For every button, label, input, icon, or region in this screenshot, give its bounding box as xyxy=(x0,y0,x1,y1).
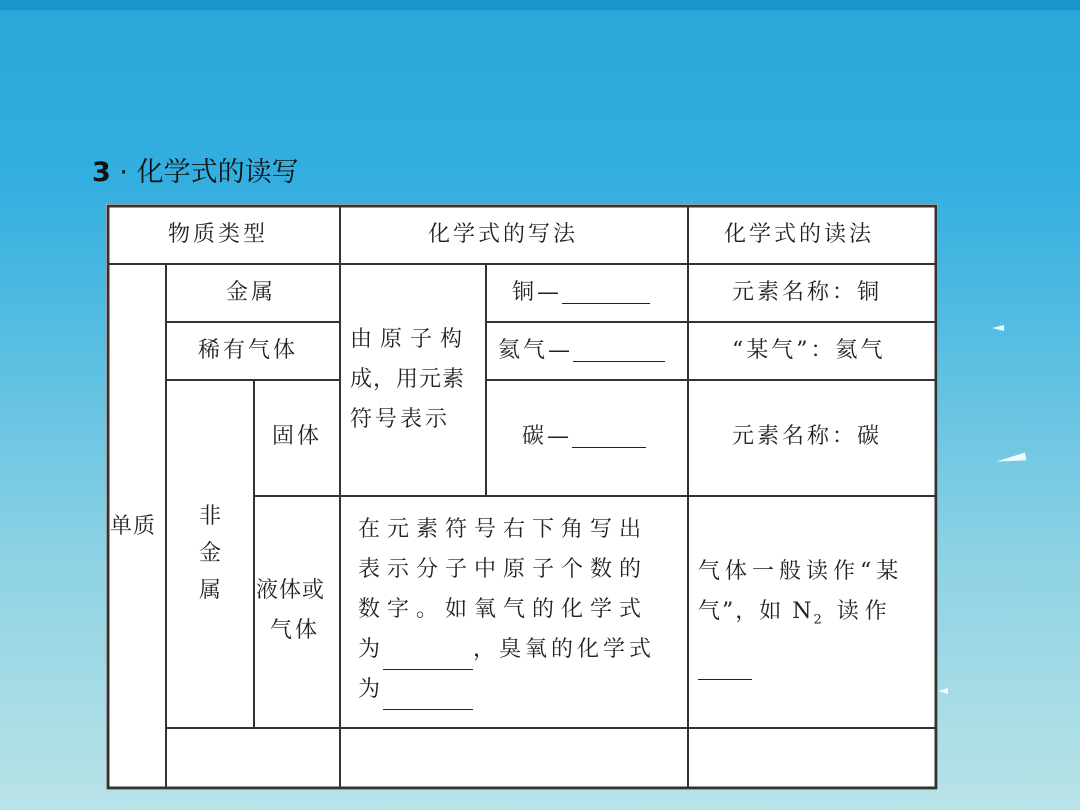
example-helium-label: 氦气— xyxy=(498,338,574,363)
section-separator: · xyxy=(119,157,128,188)
atom-rule-line-2: 成，用元素 xyxy=(350,367,466,392)
carbon-answer-blank[interactable] xyxy=(572,427,646,448)
decor-arrow-1 xyxy=(992,325,1004,331)
gas-reading-suffix: 读作 xyxy=(823,599,893,624)
type-liquid-gas-1: 液体或 xyxy=(256,578,326,603)
header-substance-type: 物质类型 xyxy=(168,222,269,247)
example-helium xyxy=(498,340,665,362)
decor-arrow-3 xyxy=(938,688,948,694)
gas-reading-line-1: 气体一般读作“某 xyxy=(698,559,904,584)
oxygen-prefix: 为 xyxy=(358,637,384,662)
reading-copper: 元素名称：铜 xyxy=(732,280,883,305)
helium-answer-blank[interactable] xyxy=(573,341,665,362)
ozone-formula-blank[interactable] xyxy=(383,689,473,710)
type-nonmetal-text: 非金属 xyxy=(198,504,221,603)
reading-helium: “某气”：氦气 xyxy=(732,338,886,363)
nitrogen-subscript: 2 xyxy=(813,612,824,628)
molecule-rule-text xyxy=(358,510,686,710)
type-liquid-gas-2: 气体 xyxy=(270,618,321,643)
example-carbon xyxy=(522,426,646,448)
header-writing: 化学式的写法 xyxy=(428,222,579,247)
copper-answer-blank[interactable] xyxy=(562,283,650,304)
section-number: 3 xyxy=(92,157,111,188)
section-title: 化学式的读写 xyxy=(136,157,299,188)
header-reading: 化学式的读法 xyxy=(724,222,875,247)
nitrogen-reading-blank[interactable] xyxy=(698,659,752,680)
type-noble-gas: 稀有气体 xyxy=(198,338,299,363)
category-elemental: 单质 xyxy=(110,514,157,539)
oxygen-formula-blank[interactable] xyxy=(383,649,473,670)
atom-rule-line-1: 由原子构 xyxy=(350,327,471,352)
section-heading xyxy=(92,150,299,189)
gas-reading-example: 气”，如 N xyxy=(698,599,814,624)
atom-rule-line-3: 符号表示 xyxy=(350,407,451,432)
type-solid: 固体 xyxy=(272,424,323,449)
example-copper-label: 铜— xyxy=(512,280,563,305)
gas-reading-text xyxy=(698,552,934,680)
decor-arrow-2 xyxy=(996,452,1027,465)
molecule-rule-line-2: 表示分子中原子个数的 xyxy=(358,557,649,582)
example-carbon-label: 碳— xyxy=(522,424,573,449)
molecule-rule-line-5 xyxy=(358,670,686,710)
type-nonmetal xyxy=(198,498,222,609)
ozone-prefix: 为 xyxy=(358,677,384,702)
ozone-lead: ，臭氧的化学式 xyxy=(473,637,656,662)
reading-carbon: 元素名称：碳 xyxy=(732,424,883,449)
top-band xyxy=(0,0,1080,10)
example-copper xyxy=(512,282,650,304)
type-metal: 金属 xyxy=(226,280,277,305)
formula-table xyxy=(106,204,938,790)
molecule-rule-line-3: 数字。如氧气的化学式 xyxy=(358,597,649,622)
gas-reading-line-2 xyxy=(698,592,934,640)
atom-rule-text xyxy=(350,320,484,440)
molecule-rule-line-4 xyxy=(358,630,686,670)
molecule-rule-line-1: 在元素符号右下角写出 xyxy=(358,517,649,542)
